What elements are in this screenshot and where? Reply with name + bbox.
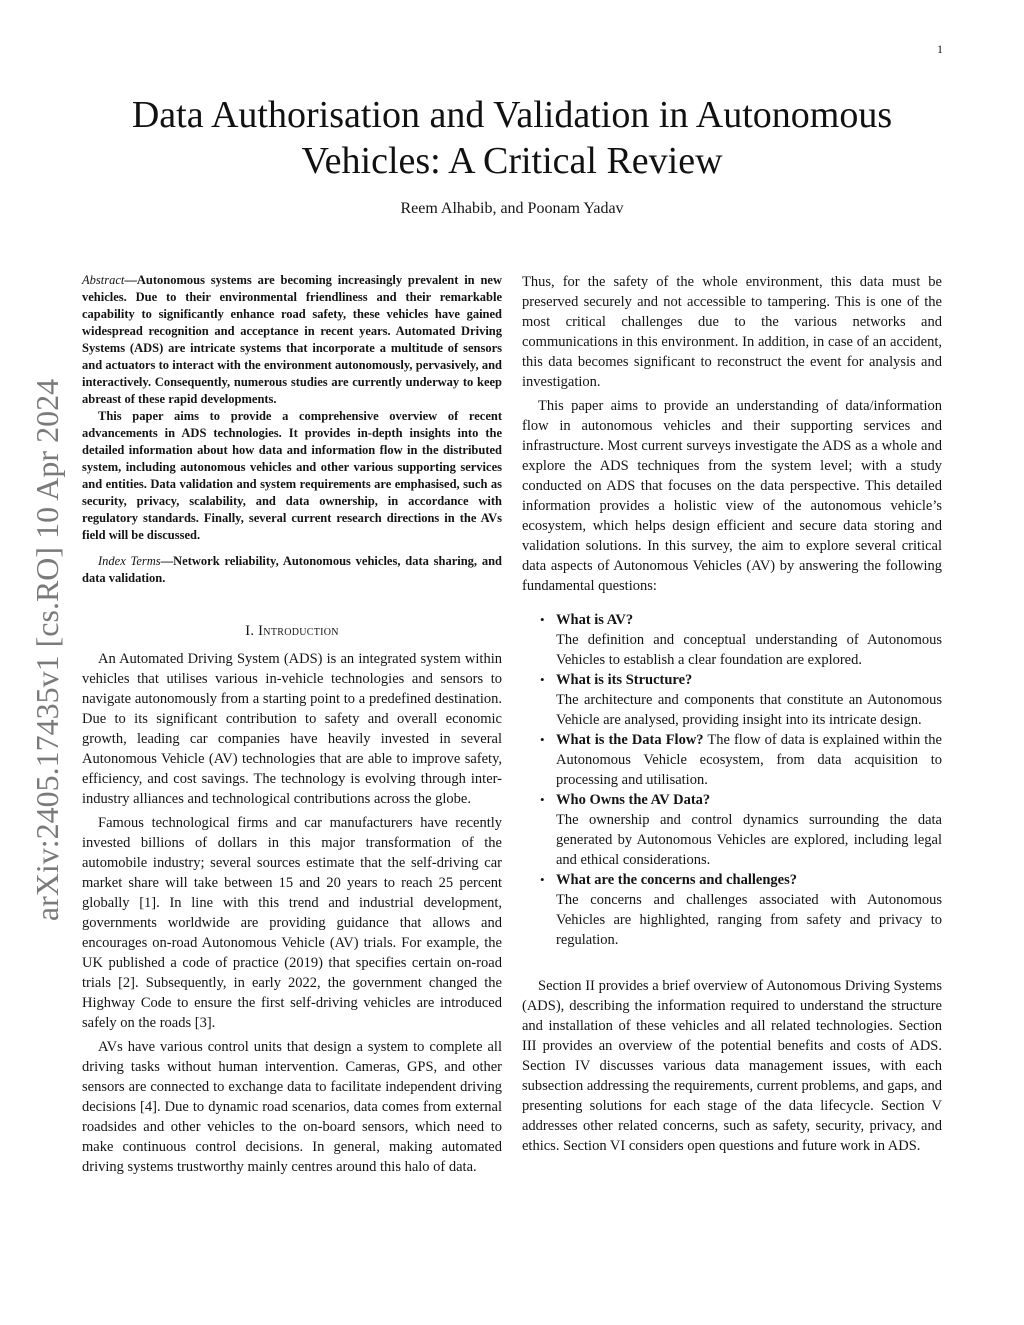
abstract-label: Abstract (82, 273, 125, 287)
question-title: What is its Structure? (556, 672, 693, 688)
intro-paragraph-3: AVs have various control units that design a system to complete all driving tasks without human intervention. Cameras, GPS, and other sensors are connected to exchange data to facilitate independent driving decisions [4]. Due to dynamic road scenarios, data comes from external roadsides and other vehicles to the on-board sensors, which need to make continuous control decisions. In general, making automated driving systems trustworthy mainly centres around this halo of data. (82, 1039, 502, 1175)
question-item (540, 670, 942, 730)
question-item (540, 870, 942, 950)
author-list: Reem Alhabib, and Poonam Yadav (400, 200, 624, 217)
question-title: What are the concerns and challenges? (556, 872, 797, 888)
question-answer: The flow of data is explained within the Autonomous Vehicle ecosystem, from data acquisition to processing and utilisation. (556, 732, 942, 788)
question-answer: The concerns and challenges associated with Autonomous Vehicles are highlighted, ranging from safety and privacy to regulation. (556, 892, 942, 948)
intro-paragraph-1: An Automated Driving System (ADS) is an integrated system within vehicles that utilises various in-vehicle technologies and sensors to navigate autonomously from a starting point to a predefined destination. Due to its significant contribution to safety and overall economic growth, leading car companies have heavily invested in several Autonomous Vehicle (AV) technologies that are able to improve safety, efficiency, and cost savings. The technology is evolving through inter-industry alliances and technological contributions across the globe. (82, 651, 502, 807)
intro-paragraph-2: Famous technological firms and car manufacturers have recently invested billions of dollars in this major transformation of the automobile industry; several sources estimate that the self-driving car market share will take between 15 and 20 years to reach 25 percent globally [1]. In line with this trend and industrial development, governments worldwide are providing guidance that allows and encourages on-road Autonomous Vehicle (AV) trials. For example, the UK published a code of practice (2019) that specifies certain on-road trials [2]. Subsequently, in early 2022, the government changed the Highway Code to ensure the first self-driving vehicles are introduced safely on the roads [3]. (82, 815, 502, 1031)
paper-title: Data Authorisation and Validation in Autonomous Vehicles: A Critical Review (131, 94, 893, 182)
bullet-icon: • (540, 672, 545, 687)
index-terms (82, 553, 502, 587)
right-paragraph-1: Thus, for the safety of the whole environment, this data must be preserved securely and not accessible to tampering. This is one of the most critical challenges due to the various networks and communications in this environment. In addition, in case of an accident, this data becomes significant to reconstruct the event for analysis and investigation. (522, 274, 942, 390)
question-list (522, 610, 942, 950)
index-terms-dash: — (160, 554, 174, 568)
bullet-icon: • (540, 792, 545, 807)
left-column (82, 272, 502, 1181)
section-heading-introduction: I. Introduction (245, 623, 339, 639)
right-column (522, 272, 942, 1160)
abstract-text: Autonomous systems are becoming increasingly prevalent in new vehicles. Due to their environmental friendliness and their remarkable capability to significantly enhance road safety, these vehicles have gained widespread recognition and acceptance in recent years. Automated Driving Systems (ADS) are intricate systems that incorporate a multitude of sensors and actuators to interact with the environment autonomously, pervasively, and interactively. Consequently, numerous studies are currently underway to keep abreast of these rapid developments. (82, 273, 502, 406)
question-title: What is the Data Flow? (556, 732, 704, 748)
abstract-dash: — (124, 273, 137, 287)
closing-paragraph: Section II provides a brief overview of Autonomous Driving Systems (ADS), describing the information required to understand the structure and installation of these vehicles and all related technologies. Section III provides an overview of the potential benefits and costs of ADS. Section IV discusses various data management issues, with each subsection addressing the requirements, current problems, and gaps, and presenting solutions for each stage of the data lifecycle. Section V addresses other related concerns, such as safety, security, privacy, and ethics. Section VI considers open questions and future work in ADS. (522, 978, 942, 1154)
right-paragraph-2: This paper aims to provide an understanding of data/information flow in autonomous vehicles and their supporting services and infrastructure. Most current surveys investigate the ADS as a whole and explore the ADS techniques from the system level; with a study conducted on ADS that focuses on the data perspective. This detailed information provides a holistic view of the autonomous vehicle’s ecosystem, which helps design efficient and secure data storing and validation solutions. In this survey, the aim to explore several critical data aspects of Autonomous Vehicles (AV) by answering the following fundamental questions: (522, 398, 942, 594)
bullet-icon: • (540, 732, 545, 747)
question-answer: The ownership and control dynamics surrounding the data generated by Autonomous Vehicles are explored, including legal and ethical considerations. (556, 812, 942, 868)
question-item (540, 730, 942, 790)
page-number: 1 (937, 42, 943, 56)
arxiv-identifier-stamp: arXiv:2405.17435v1 [cs.RO] 10 Apr 2024 (29, 378, 65, 922)
question-answer: The architecture and components that constitute an Autonomous Vehicle are analysed, providing insight into its intricate design. (556, 692, 942, 728)
bullet-icon: • (540, 612, 545, 627)
index-terms-text: Network reliability, Autonomous vehicles, data sharing, and data validation. (82, 554, 502, 585)
question-item (540, 790, 942, 870)
question-item (540, 610, 942, 670)
spacer (522, 964, 942, 976)
bullet-icon: • (540, 872, 545, 887)
question-answer: The definition and conceptual understanding of Autonomous Vehicles to establish a clear foundation are explored. (556, 632, 942, 668)
index-terms-label: Index Terms (98, 554, 161, 568)
question-title: Who Owns the AV Data? (556, 792, 711, 808)
question-title: What is AV? (556, 612, 634, 628)
abstract (82, 272, 502, 408)
abstract-paragraph-2: This paper aims to provide a comprehensive overview of recent advancements in ADS technologies. It provides in-depth insights into the detailed information about how data and information flow in the distributed system, including autonomous vehicles and other various supporting services and entities. Data validation and system requirements are emphasised, such as security, privacy, scalability, and data ownership, in accordance with regulatory standards. Finally, several current research directions in the AVs field will be discussed. (82, 409, 502, 542)
